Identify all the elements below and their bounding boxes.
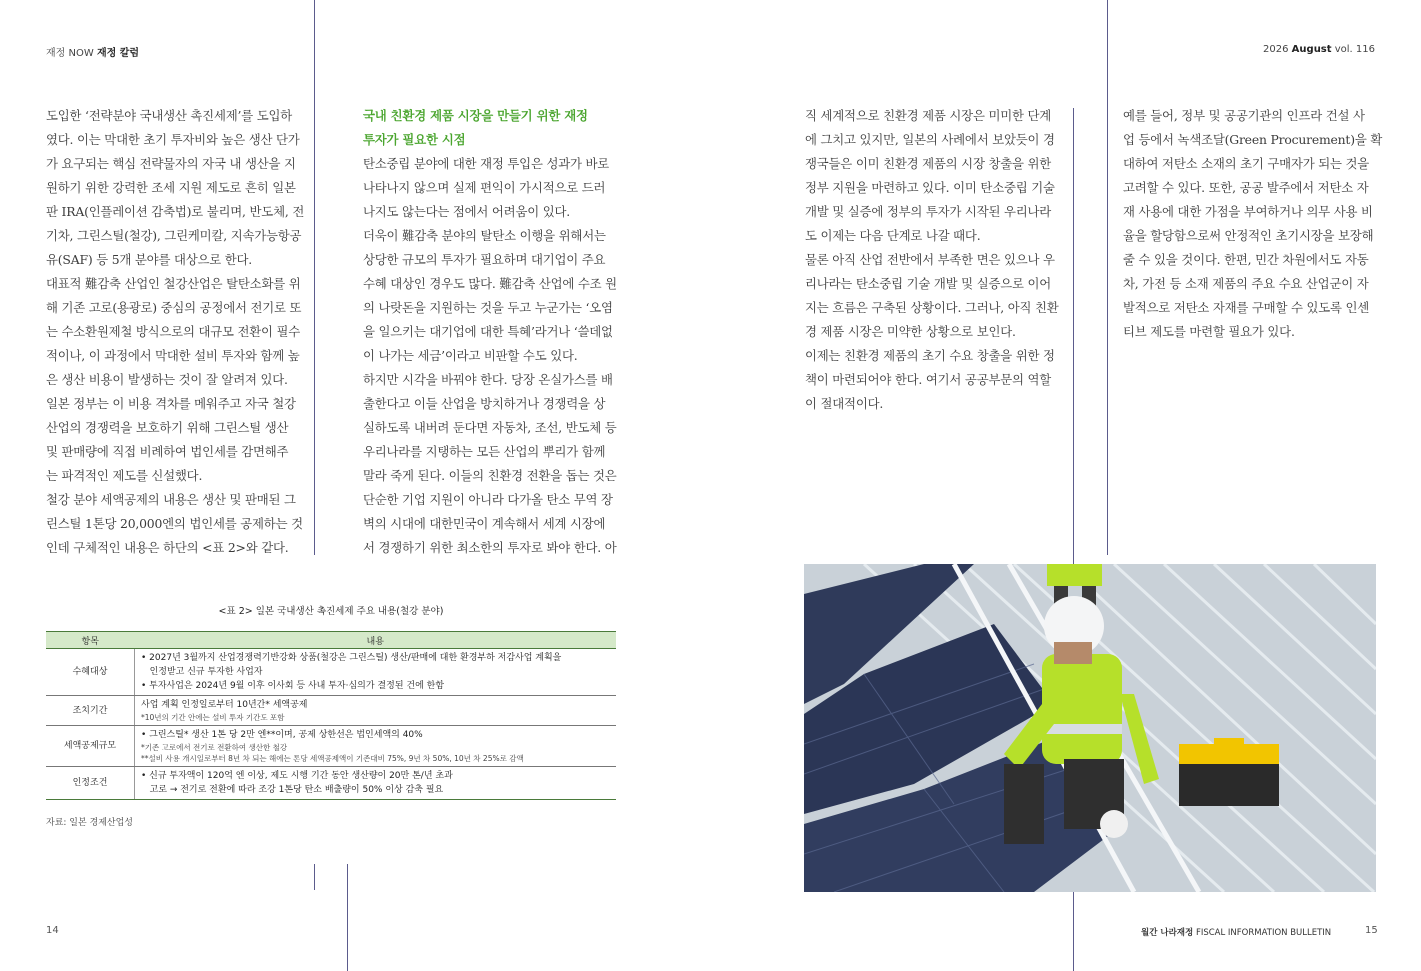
body-text-line: 은 생산 비용이 발생하는 것이 잘 알려져 있다. <box>46 372 288 387</box>
table-cell-line: • 신규 투자액이 120억 엔 이상, 제도 시행 기간 동안 생산량이 20만 톤/년 초과 <box>141 771 453 781</box>
body-text-line: 의 나랏돈을 지원하는 것을 두고 누군가는 ‘오염 <box>363 300 613 315</box>
table-row <box>46 767 616 800</box>
body-text-line: 유(SAF) 등 5개 분야를 대상으로 한다. <box>46 252 253 267</box>
body-text-line: 는 파격적인 제도를 신설했다. <box>46 468 203 483</box>
table-footnote: *기존 고로에서 전기로 전환하여 생산한 철강 <box>141 743 288 752</box>
table-cell-line: • 그린스틸* 생산 1톤 당 2만 엔**이며, 공제 상한선은 법인세액의 40% <box>141 730 423 740</box>
body-column-1 <box>46 104 304 560</box>
body-text-line: 실하도록 내버려 둔다면 자동차, 조선, 반도체 등 <box>363 420 617 435</box>
body-text-line: 해 기존 고로(용광로) 중심의 공정에서 전기로 또 <box>46 300 302 315</box>
issue-year: 2026 <box>1263 44 1289 55</box>
body-text-line: 개발 및 실증에 정부의 투자가 시작된 우리나라 <box>805 204 1052 219</box>
body-text-line: 예를 들어, 정부 및 공공기관의 인프라 건설 사 <box>1123 108 1365 123</box>
body-text-line: 도입한 ‘전략분야 국내생산 촉진세제’를 도입하 <box>46 108 293 123</box>
section-heading-line: 국내 친환경 제품 시장을 만들기 위한 재정 <box>363 108 588 123</box>
magazine-name <box>1141 926 1331 938</box>
column-header-content: 내용 <box>135 632 617 649</box>
body-text-line: 판 IRA(인플레이션 감축법)로 불리며, 반도체, 전 <box>46 204 305 219</box>
table-row-key: 수혜대상 <box>46 649 135 696</box>
body-text-line: 원하기 위한 강력한 조세 지원 제도로 흔히 일본 <box>46 180 296 195</box>
section-prefix: 재정 NOW <box>46 48 94 59</box>
section-heading-line: 투자가 필요한 시점 <box>363 132 466 147</box>
body-text-line: 을 일으키는 대기업에 대한 특혜’라거나 ‘쓸데없 <box>363 324 613 339</box>
body-column-4 <box>1123 104 1382 344</box>
body-text-line: 대표적 難감축 산업인 철강산업은 탈탄소화를 위 <box>46 276 301 291</box>
running-header-left <box>46 44 139 59</box>
data-table <box>46 631 616 800</box>
body-text-line: 물론 아직 산업 전반에서 부족한 면은 있으나 우 <box>805 252 1055 267</box>
solar-installation-photo <box>804 564 1376 892</box>
body-text-line: 철강 분야 세액공제의 내용은 생산 및 판매된 그 <box>46 492 296 507</box>
body-text-line: 및 판매량에 직접 비례하여 법인세를 감면해주 <box>46 444 289 459</box>
body-text-line: 재 사용에 대한 가점을 부여하거나 의무 사용 비 <box>1123 204 1373 219</box>
body-text-line: 단순한 기업 지원이 아니라 다가올 탄소 무역 장 <box>363 492 613 507</box>
body-text-line: 인데 구체적인 내용은 하단의 <표 2>와 같다. <box>46 540 289 555</box>
body-text-line: 차, 가전 등 소재 제품의 주요 수요 산업군이 자 <box>1123 276 1369 291</box>
body-text-line: 이제는 친환경 제품의 초기 수요 창출을 위한 정 <box>805 348 1055 363</box>
column-rule <box>347 864 348 971</box>
body-text-line: 하지만 시각을 바꿔야 한다. 당장 온실가스를 배 <box>363 372 613 387</box>
body-text-line: 나지도 않는다는 점에서 어려움이 있다. <box>363 204 571 219</box>
table-cell-line: 고로 → 전기로 전환에 따라 조강 1톤당 탄소 배출량이 50% 이상 감축 필요 <box>141 785 444 795</box>
table-row-content <box>135 649 617 696</box>
body-text-line: 기차, 그린스틸(철강), 그린케미칼, 지속가능항공 <box>46 228 302 243</box>
body-text-line: 고려할 수 있다. 또한, 공공 발주에서 저탄소 자 <box>1123 180 1369 195</box>
body-text-line: 업 등에서 녹색조달(Green Procurement)을 확 <box>1123 132 1383 147</box>
body-text-line: 리나라는 탄소중립 기술 개발 및 실증으로 이어 <box>805 276 1052 291</box>
body-text-line: 경 제품 시장은 미약한 상황으로 보인다. <box>805 324 1016 339</box>
issue-volume: vol. 116 <box>1334 44 1375 55</box>
body-text-line: 일본 정부는 이 비용 격차를 메워주고 자국 철강 <box>46 396 296 411</box>
body-text-line: 율을 할당함으로써 안정적인 초기시장을 보장해 <box>1123 228 1374 243</box>
body-text-line: 정부 지원을 마련하고 있다. 이미 탄소중립 기술 <box>805 180 1055 195</box>
table-header-row <box>46 632 616 649</box>
body-text-line: 산업의 경쟁력을 보호하기 위해 그린스틸 생산 <box>46 420 289 435</box>
running-header-right <box>1263 44 1375 55</box>
table-title: <표 2> 일본 국내생산 촉진세제 주요 내용(철강 분야) <box>218 606 444 617</box>
column-header-item: 항목 <box>46 632 135 649</box>
page-number-left: 14 <box>46 925 59 936</box>
body-text-line: 이 나가는 세금’이라고 비판할 수도 있다. <box>363 348 578 363</box>
table-row-content <box>135 696 617 726</box>
body-text-line: 적이나, 이 과정에서 막대한 설비 투자와 함께 높 <box>46 348 300 363</box>
body-text-line: 는 수소환원제철 방식으로의 대규모 전환이 필수 <box>46 324 301 339</box>
table-cell-line: • 투자사업은 2024년 9월 이후 이사회 등 사내 투자·심의가 결정된 건에 한함 <box>141 681 445 691</box>
magazine-name-ko: 월간 나라재정 <box>1141 928 1194 938</box>
body-column-2 <box>363 104 617 560</box>
table-cell-line: 사업 계획 인정일로부터 10년간* 세액공제 <box>141 700 308 710</box>
column-rule <box>314 0 315 555</box>
column-rule <box>1107 0 1108 555</box>
body-text-line: 발적으로 저탄소 자재를 구매할 수 있도록 인센 <box>1123 300 1370 315</box>
page-number-right: 15 <box>1365 925 1378 936</box>
body-text-line: 가 요구되는 핵심 전략물자의 자국 내 생산을 지 <box>46 156 296 171</box>
body-text-line: 이 절대적이다. <box>805 396 884 411</box>
table-cell-line: 인정받고 신규 투자한 사업자 <box>141 667 263 677</box>
body-text-line: 벽의 시대에 대한민국이 계속해서 세계 시장에 <box>363 516 606 531</box>
body-text-line: 책이 마련되어야 한다. 여기서 공공부문의 역할 <box>805 372 1052 387</box>
body-text-line: 대하여 저탄소 소재의 초기 구매자가 되는 것을 <box>1123 156 1370 171</box>
body-text-line: 도 이제는 다음 단계로 나갈 때다. <box>805 228 981 243</box>
table-footnote: **설비 사용 개시일로부터 8년 차 되는 해에는 톤당 세액공제액이 기존대비 75%, 9년 차 50%, 10년 차 25%로 감액 <box>141 754 524 763</box>
body-text-line: 린스틸 1톤당 20,000엔의 법인세를 공제하는 것 <box>46 516 303 531</box>
body-text-line: 쟁국들은 이미 친환경 제품의 시장 창출을 위한 <box>805 156 1052 171</box>
table-row-key: 세액공제규모 <box>46 726 135 767</box>
body-text-line: 직 세계적으로 친환경 제품 시장은 미미한 단계 <box>805 108 1052 123</box>
table-row <box>46 726 616 767</box>
body-text-line: 에 그치고 있지만, 일본의 사례에서 보았듯이 경 <box>805 132 1055 147</box>
table-row <box>46 649 616 696</box>
body-text-line: 나타나지 않으며 실제 편익이 가시적으로 드러 <box>363 180 606 195</box>
photo-illustration <box>804 564 1376 892</box>
column-rule <box>314 864 315 890</box>
table-source: 자료: 일본 경제산업성 <box>46 818 134 828</box>
body-column-3 <box>805 104 1059 416</box>
table-row-key: 조치기간 <box>46 696 135 726</box>
table-row <box>46 696 616 726</box>
body-text-line: 출한다고 이들 산업을 방치하거나 경쟁력을 상 <box>363 396 606 411</box>
table-cell-line: • 2027년 3월까지 산업경쟁력기반강화 상품(철강은 그린스틸) 생산/판매에 대한 환경부하 저감사업 계획을 <box>141 653 562 663</box>
table-footnote: *10년의 기간 안에는 설비 투자 기간도 포함 <box>141 713 285 722</box>
body-text-line: 우리나라를 지탱하는 모든 산업의 뿌리가 함께 <box>363 444 606 459</box>
body-text-line: 티브 제도를 마련할 필요가 있다. <box>1123 324 1295 339</box>
body-text-line: 상당한 규모의 투자가 필요하며 대기업이 주요 <box>363 252 606 267</box>
body-text-line: 탄소중립 분야에 대한 재정 투입은 성과가 바로 <box>363 156 610 171</box>
issue-month: August <box>1291 44 1332 55</box>
table-row-content <box>135 726 617 767</box>
table-row-key: 인정조건 <box>46 767 135 800</box>
table-row-content <box>135 767 617 800</box>
body-text-line: 수혜 대상인 경우도 많다. 難감축 산업에 수조 원 <box>363 276 617 291</box>
body-text-line: 줄 수 있을 것이다. 한편, 민간 차원에서도 자동 <box>1123 252 1369 267</box>
body-text-line: 말라 죽게 된다. 이들의 친환경 전환을 돕는 것은 <box>363 468 617 483</box>
body-text-line: 더욱이 難감축 분야의 탈탄소 이행을 위해서는 <box>363 228 606 243</box>
body-text-line: 지는 흐름은 구축된 상황이다. 그러나, 아직 친환 <box>805 300 1059 315</box>
body-text-line: 였다. 이는 막대한 초기 투자비와 높은 생산 단가 <box>46 132 300 147</box>
body-text-line: 서 경쟁하기 위한 최소한의 투자로 봐야 한다. 아 <box>363 540 617 555</box>
section-name: 재정 칼럼 <box>96 48 140 59</box>
magazine-name-en: FISCAL INFORMATION BULLETIN <box>1195 928 1332 938</box>
